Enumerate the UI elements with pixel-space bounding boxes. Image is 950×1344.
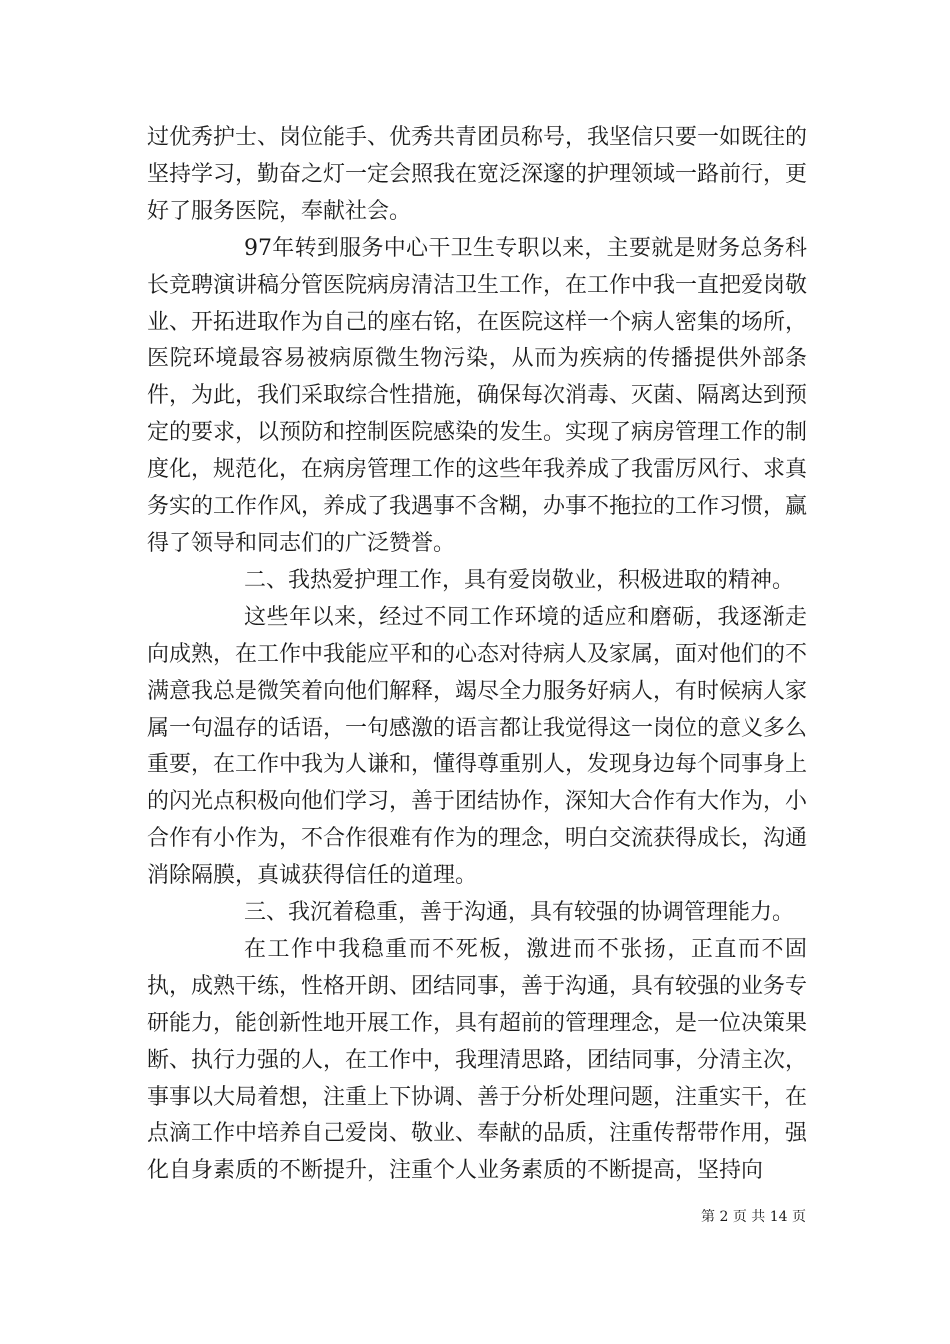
paragraph-management: 在工作中我稳重而不死板，激进而不张扬，正直而不固执，成熟干练，性格开朗、团结同事，善于沟通，具有较强的业务专研能力，能创新性地开展工作，具有超前的管理理念，是一位决策果断、执行力强的人，在工作中，我理清思路，团结同事，分清主次，事事以大局着想，注重上下协调、善于分析处理问题，注重实干，在点滴工作中培养自己爱岗、敬业、奉献的品质，注重传帮带作用，强化自身素质的不断提升，注重个人业务素质的不断提高，坚持向 (147, 936, 808, 1184)
section-heading-3: 三、我沉着稳重，善于沟通，具有较强的协调管理能力。 (244, 900, 795, 926)
section-heading-2: 二、我热爱护理工作，具有爱岗敬业，积极进取的精神。 (244, 567, 795, 593)
document-body (147, 120, 807, 1190)
paragraph-patient-care: 这些年以来，经过不同工作环境的适应和磨砺，我逐渐走向成熟，在工作中我能应平和的心态对待病人及家属，面对他们的不满意我总是微笑着向他们解释，竭尽全力服务好病人，有时候病人家属一句温存的话语，一句感激的语言都让我觉得这一岗位的意义多么重要，在工作中我为人谦和，懂得尊重别人，发现身边每个同事身上的闪光点积极向他们学习，善于团结协作，深知大合作有大作为，小合作有小作为，不合作很难有作为的理念，明白交流获得成长，沟通消除隔膜，真诚获得信任的道理。 (147, 604, 808, 889)
paragraph-continuation: 过优秀护士、岗位能手、优秀共青团员称号，我坚信只要一如既往的坚持学习，勤奋之灯一定会照我在宽泛深邃的护理领域一路前行，更好了服务医院，奉献社会。 (147, 125, 808, 224)
paragraph-service-center: 97年转到服务中心干卫生专职以来，主要就是财务总务科长竞聘演讲稿分管医院病房清洁卫生工作，在工作中我一直把爱岗敬业、开拓进取作为自己的座右铭，在医院这样一个病人密集的场所，医院环境最容易被病原微生物污染，从而为疾病的传播提供外部条件，为此，我们采取综合性措施，确保每次消毒、灭菌、隔离达到预定的要求，以预防和控制医院感染的发生。实现了病房管理工作的制度化，规范化，在病房管理工作的这些年我养成了我雷厉风行、求真务实的工作作风，养成了我遇事不含糊，办事不拖拉的工作习惯，赢得了领导和同志们的广泛赞誉。 (147, 235, 808, 556)
page-number-footer: 第 2 页 共 14 页 (701, 1209, 806, 1225)
